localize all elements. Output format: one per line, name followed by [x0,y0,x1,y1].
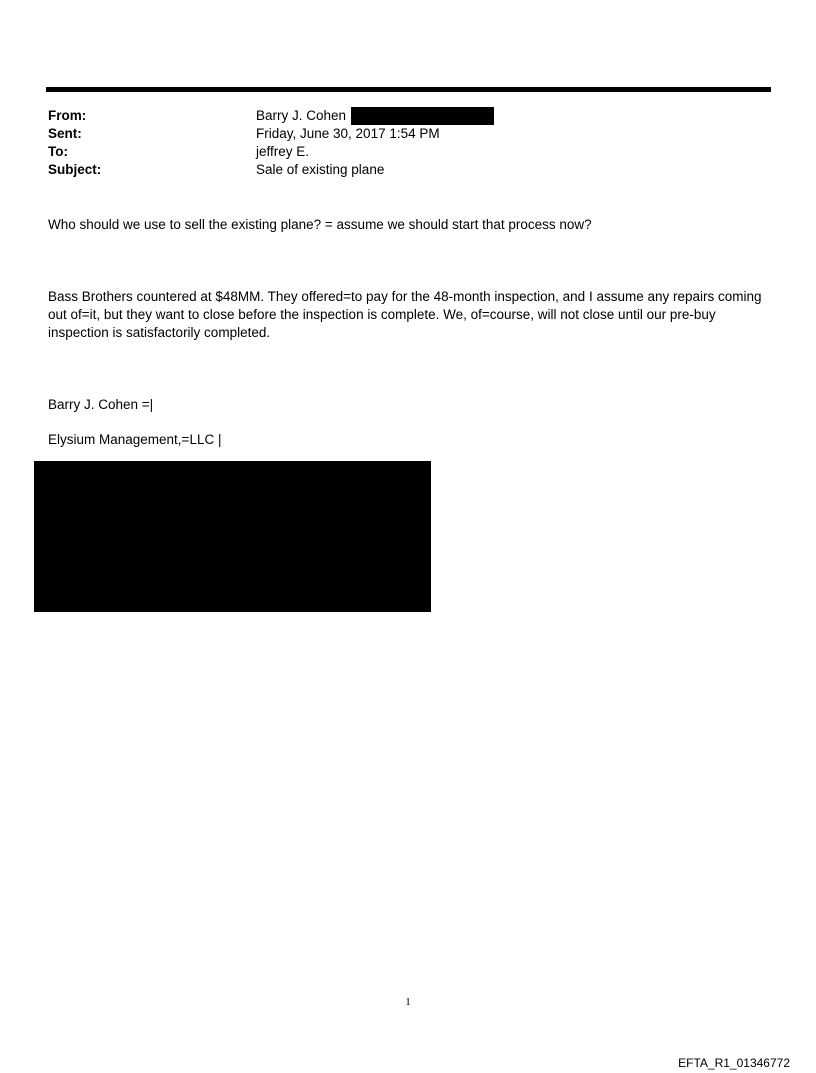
from-value [256,107,494,125]
sent-value: Friday, June 30, 2017 1:54 PM [256,126,440,141]
from-row [48,107,748,125]
to-label: To: [48,144,68,159]
body-paragraph-1: Who should we use to sell the existing plane? = assume we should start that process now? [48,217,592,232]
to-row [48,143,748,161]
redaction-box-sender-email [351,107,494,125]
page-number: 1 [405,996,411,1008]
sent-label: Sent: [48,126,82,141]
subject-label: Subject: [48,162,102,177]
sender-name: Barry J. Cohen [256,108,347,123]
redaction-box-signature-block [34,461,431,612]
from-label: From: [48,108,87,123]
body-paragraph-2: Bass Brothers countered at $48MM. They offered=to pay for the 48-month inspection, and I assume any repairs coming out of=it, but they want to close before the inspection is complete. We, of=course, will not close until our pre-buy inspection is satisfactorily completed. [48,289,762,340]
sent-row [48,125,748,143]
bates-number: EFTA_R1_01346772 [678,1056,790,1070]
subject-value: Sale of existing plane [256,162,385,177]
header-divider-rule [46,87,771,92]
signature-company: Elysium Management,=LLC | [48,432,222,447]
signature-name: Barry J. Cohen =| [48,397,154,412]
to-value: jeffrey E. [256,144,310,159]
email-header [48,107,748,179]
subject-row [48,161,748,179]
